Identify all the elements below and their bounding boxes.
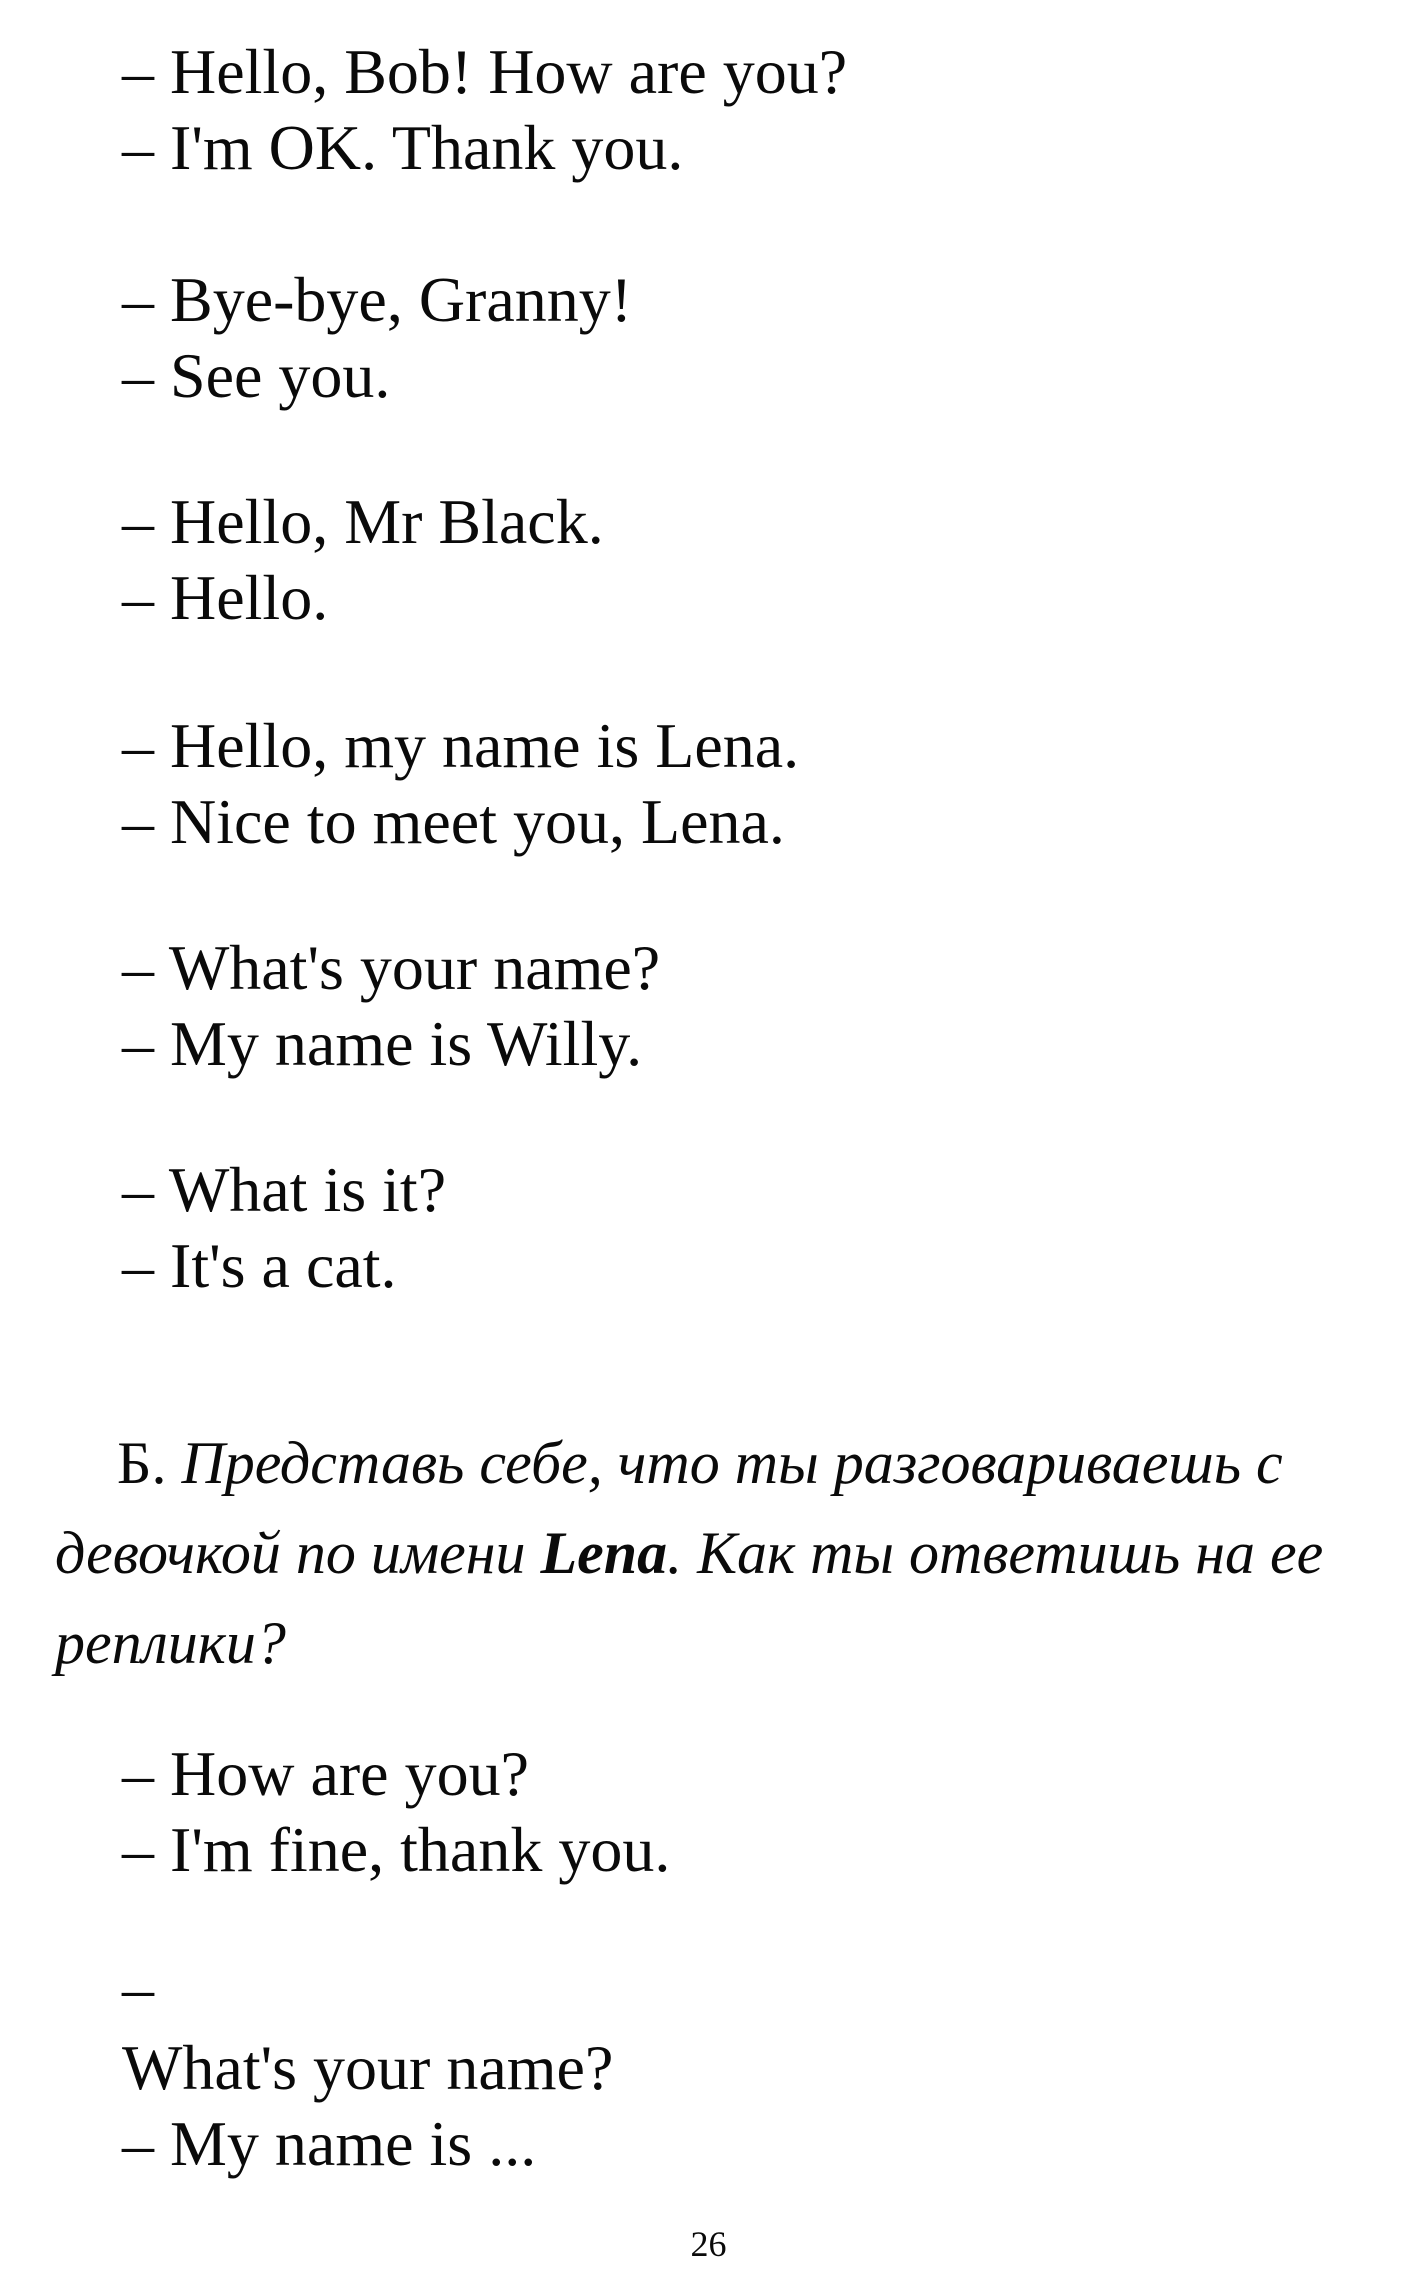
task-letter: Б. <box>117 1430 167 1496</box>
practice-1-line-1: – How are you? <box>122 1738 529 1809</box>
practice-2-line-2: – My name is ... <box>122 2108 537 2179</box>
practice-1-line-2: – I'm fine, thank you. <box>122 1814 671 1885</box>
dialogue-3-line-1: – Hello, Mr Black. <box>122 486 604 557</box>
task-text-2: . Как ты ответишь на ее реплики? <box>55 1520 1324 1676</box>
task-instruction <box>55 1418 1375 1688</box>
dialogue-4-line-2: – Nice to meet you, Lena. <box>122 786 785 857</box>
dialogue-5-line-1: – What's your name? <box>122 932 661 1003</box>
dialogue-5-line-2: – My name is Willy. <box>122 1008 643 1079</box>
practice-2-line-1: What's your name? <box>122 2032 614 2103</box>
page-number: 26 <box>690 2224 727 2264</box>
dialogue-1-line-2: – I'm OK. Thank you. <box>122 112 684 183</box>
dialogue-2-line-1: – Bye-bye, Granny! <box>122 264 633 335</box>
dialogue-2-line-2: – See you. <box>122 340 391 411</box>
task-text-1: Представь себе, что ты разговариваешь с девочкой по имени <box>55 1430 1283 1586</box>
task-name: Lena <box>540 1520 668 1586</box>
dialogue-1-line-1: – Hello, Bob! How are you? <box>122 36 848 107</box>
dialogue-6-line-2: – It's a cat. <box>122 1230 397 1301</box>
dialogue-4-line-1: – Hello, my name is Lena. <box>122 710 800 781</box>
dialogue-6-line-1: – What is it? <box>122 1154 447 1225</box>
practice-2-blank-dash: – <box>122 1952 154 2023</box>
dialogue-3-line-2: – Hello. <box>122 562 329 633</box>
